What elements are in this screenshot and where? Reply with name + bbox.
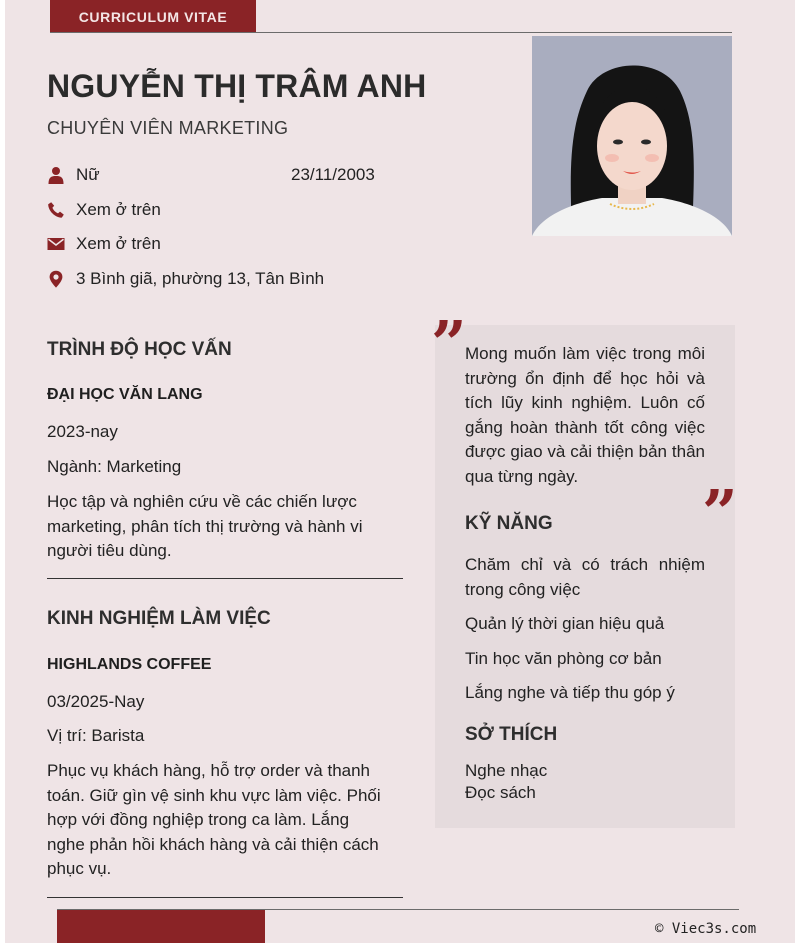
profile-photo	[532, 36, 732, 236]
phone-row	[47, 200, 161, 220]
portrait-image	[532, 36, 732, 236]
objective-line: gắng hoàn thành tốt công việc	[465, 417, 705, 437]
date-of-birth: 23/11/2003	[291, 165, 375, 184]
candidate-title: CHUYÊN VIÊN MARKETING	[47, 118, 289, 138]
career-objective	[465, 342, 705, 489]
experience-description	[47, 759, 407, 882]
gender-row	[47, 165, 100, 185]
address-value: 3 Bình giã, phường 13, Tân Bình	[76, 269, 325, 288]
copyright-text: © Viec3s.com	[655, 921, 757, 937]
hobby-item: Nghe nhạc	[465, 761, 548, 780]
education-description-line: marketing, phân tích thị trường và hành vi	[47, 516, 363, 536]
header-divider	[50, 32, 732, 33]
education-heading: TRÌNH ĐỘ HỌC VẤN	[47, 339, 232, 360]
skill-item: Lắng nghe và tiếp thu góp ý	[465, 683, 675, 702]
skill-item-line: Chăm chỉ và có trách nhiệm	[465, 555, 705, 574]
email-icon	[47, 235, 65, 253]
experience-period: 03/2025-Nay	[47, 692, 145, 711]
education-period: 2023-nay	[47, 422, 118, 441]
experience-company: HIGHLANDS COFFEE	[47, 656, 212, 673]
objective-line: được giao và cải thiện bản thân	[465, 442, 705, 461]
candidate-name: NGUYỄN THỊ TRÂM ANH	[47, 68, 427, 104]
experience-description-line: phục vụ.	[47, 859, 112, 878]
skills-heading: KỸ NĂNG	[465, 513, 553, 534]
objective-line: Mong muốn làm việc trong môi	[465, 344, 705, 363]
section-divider	[47, 578, 403, 579]
hobby-item: Đọc sách	[465, 783, 536, 802]
education-school: ĐẠI HỌC VĂN LANG	[47, 386, 203, 403]
experience-description-line: toán. Giữ gìn vệ sinh khu vực làm việc. Phối	[47, 785, 381, 805]
objective-line: trường ổn định để học hỏi và	[465, 368, 705, 388]
experience-description-line: nghe phản hồi khách hàng và cải thiện cách	[47, 834, 379, 854]
cv-page	[5, 0, 795, 943]
quote-close-icon: ”	[702, 476, 738, 549]
section-divider	[47, 897, 403, 898]
education-description-line: người tiêu dùng.	[47, 541, 172, 560]
phone-value: Xem ở trên	[76, 200, 161, 219]
experience-description-line: Phục vụ khách hàng, hỗ trợ order và thanh	[47, 761, 371, 780]
skill-item: Quản lý thời gian hiệu quả	[465, 614, 665, 633]
education-major: Ngành: Marketing	[47, 457, 182, 476]
gender-value: Nữ	[76, 165, 100, 184]
experience-description-line: hợp với đồng nghiệp trong ca làm. Lắng	[47, 810, 350, 829]
experience-heading: KINH NGHIỆM LÀM VIỆC	[47, 608, 271, 629]
skill-item-line: trong công việc	[465, 579, 581, 599]
email-row	[47, 234, 161, 254]
objective-line: qua từng ngày.	[465, 466, 579, 486]
objective-line: tích lũy kinh nghiệm. Luôn cố	[465, 393, 705, 412]
person-icon	[47, 166, 65, 184]
cv-header-tag: CURRICULUM VITAE	[50, 0, 256, 33]
email-value: Xem ở trên	[76, 234, 161, 253]
education-description-line: Học tập và nghiên cứu về các chiến lược	[47, 492, 357, 511]
education-description	[47, 490, 407, 564]
skill-item: Tin học văn phòng cơ bản	[465, 649, 662, 668]
footer-accent-bar	[57, 910, 265, 943]
location-pin-icon	[47, 270, 65, 288]
phone-icon	[47, 201, 65, 219]
experience-position: Vị trí: Barista	[47, 726, 145, 745]
quote-open-icon: ”	[431, 307, 467, 380]
address-row	[47, 269, 324, 289]
skill-item	[465, 553, 705, 602]
hobbies-heading: SỞ THÍCH	[465, 724, 558, 745]
